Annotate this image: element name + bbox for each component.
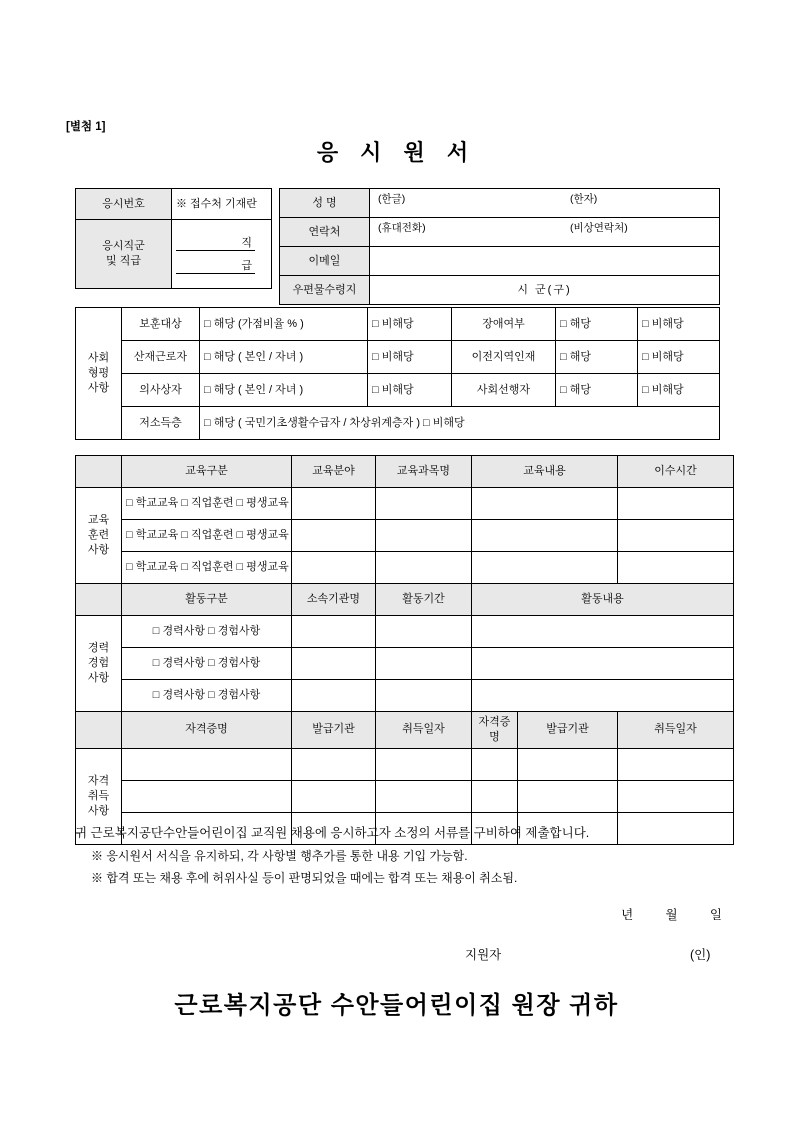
header-certificate-date-1: 취득일자 [376,712,472,749]
table-row [76,488,734,520]
checkbox-social-contributor-no[interactable]: □ 비해당 [638,374,720,407]
header-career-organization: 소속기관명 [292,584,376,616]
field-certificate-name-2-1[interactable] [472,748,518,780]
label-social-equity [76,308,122,440]
field-grade-line[interactable]: 급 [176,257,255,274]
checkbox-education-division-1[interactable]: □ 학교교육 □ 직업훈련 □ 평생교육 [122,488,292,520]
field-career-content-3[interactable] [472,680,734,712]
label-contact: 연락처 [280,218,370,247]
table-row [280,276,720,305]
footer-statement: 귀 근로복지공단수안들어린이집 교직원 채용에 응시하고자 소정의 서류를 구비하여 제출합니다. [75,826,590,840]
header-certificate-name-2: 자격증명 [472,712,518,749]
table-row [76,374,720,407]
field-certificate-issuer-2-1[interactable] [518,748,618,780]
table-row [76,712,734,749]
header-career-content: 활동내용 [472,584,734,616]
checkbox-career-division-1[interactable]: □ 경력사항 □ 경험사항 [122,616,292,648]
hint-mobile-phone: (휴대전화) [378,222,426,234]
header-education-division: 교육구분 [122,456,292,488]
checkbox-local-talent-no[interactable]: □ 비해당 [638,341,720,374]
checkbox-disability-yes[interactable]: □ 해당 [556,308,638,341]
header-certificate-issuer-2: 발급기관 [518,712,618,749]
footer-note-2: ※ 합격 또는 채용 후에 허위사실 등이 판명되었을 때에는 합격 또는 채용이 취소됨. [91,871,518,886]
table-row [76,308,720,341]
field-education-hours-2[interactable] [618,520,734,552]
seal-label[interactable]: (인) [690,948,711,962]
field-name[interactable] [370,189,720,218]
label-job-group-line2: 및 직급 [106,255,141,267]
field-career-content-1[interactable] [472,616,734,648]
label-career-l1: 경력 [87,642,110,655]
hint-emergency-contact: (비상연락처) [570,222,628,234]
field-career-organization-3[interactable] [292,680,376,712]
hint-name-hanja: (한자) [570,193,598,205]
label-person-of-merit: 의사상자 [122,374,200,407]
field-education-subject-1[interactable] [376,488,472,520]
field-education-content-1[interactable] [472,488,618,520]
header-education-content: 교육내용 [472,456,618,488]
label-low-income: 저소득층 [122,407,200,440]
label-edu-l2: 훈련 [87,529,110,542]
certificate-corner-cell [76,712,122,749]
education-corner-cell [76,456,122,488]
table-row [76,748,734,780]
date-year-label[interactable]: 년 [621,908,635,922]
field-career-period-2[interactable] [376,648,472,680]
checkbox-industrial-accident-yes[interactable]: □ 해당 ( 본인 / 자녀 ) [200,341,368,374]
table-row [76,584,734,616]
table-row [76,648,734,680]
label-edu-l3: 사항 [87,543,110,556]
field-education-field-2[interactable] [292,520,376,552]
header-career-division: 활동구분 [122,584,292,616]
checkbox-social-contributor-yes[interactable]: □ 해당 [556,374,638,407]
table-row [76,407,720,440]
field-education-hours-1[interactable] [618,488,734,520]
note-reception-desk: ※ 접수처 기재란 [172,189,272,220]
label-social-contributor: 사회선행자 [452,374,556,407]
label-industrial-accident-worker: 산재근로자 [122,341,200,374]
header-education-hours: 이수시간 [618,456,734,488]
page-title: 응 시 원 서 [316,140,477,165]
field-career-period-3[interactable] [376,680,472,712]
checkbox-local-talent-yes[interactable]: □ 해당 [556,341,638,374]
social-equity-table [75,307,720,440]
label-cert-l1: 자격 [87,774,110,787]
label-job-group-line1: 응시직군 [102,240,145,253]
field-mail-address[interactable]: 시 군(구) [370,276,720,305]
label-email: 이메일 [280,247,370,276]
label-disability: 장애여부 [452,308,556,341]
addressee-line: 근로복지공단 수안들어린이집 원장 귀하 [174,992,619,1019]
hint-name-korean: (한글) [378,193,406,205]
date-line [621,905,723,923]
table-row [76,189,272,220]
table-row [76,341,720,374]
header-certificate-issuer-1: 발급기관 [292,712,376,749]
field-certificate-date-1-1[interactable] [376,748,472,780]
table-row [280,189,720,218]
label-veteran: 보훈대상 [122,308,200,341]
label-name: 성 명 [280,189,370,218]
field-certificate-name-1-2[interactable] [122,780,292,812]
label-social-l2: 형평 [87,367,110,380]
field-certificate-date-2-1[interactable] [618,748,734,780]
table-row [280,247,720,276]
header-education-subject: 교육과목명 [376,456,472,488]
table-row [76,220,272,289]
header-certificate-name-1: 자격증명 [122,712,292,749]
career-corner-cell [76,584,122,616]
label-cert-l2: 취득 [87,789,110,802]
label-relocated-local-talent: 이전지역인재 [452,341,556,374]
date-month-label[interactable]: 월 [665,908,679,922]
table-row [280,218,720,247]
field-certificate-date-1-2[interactable] [376,780,472,812]
label-career-l2: 경험 [87,657,110,670]
checkbox-veteran-yes[interactable]: □ 해당 (가점비율 % ) [200,308,368,341]
field-certificate-name-1-1[interactable] [122,748,292,780]
field-career-period-1[interactable] [376,616,472,648]
field-education-hours-3[interactable] [618,552,734,584]
checkbox-person-of-merit-yes[interactable]: □ 해당 ( 본인 / 자녀 ) [200,374,368,407]
checkbox-industrial-accident-no[interactable]: □ 비해당 [368,341,452,374]
field-contact[interactable] [370,218,720,247]
field-certificate-issuer-1-1[interactable] [292,748,376,780]
field-education-subject-2[interactable] [376,520,472,552]
signer-label: 지원자 [465,948,502,962]
field-career-content-2[interactable] [472,648,734,680]
footer-text [75,822,725,890]
applicant-number-table [75,188,272,289]
checkbox-veteran-no[interactable]: □ 비해당 [368,308,452,341]
checkbox-low-income-options[interactable]: □ 해당 ( 국민기초생활수급자 / 차상위계층자 ) □ 비해당 [200,407,720,440]
table-row [76,456,734,488]
label-career-experience [76,616,122,712]
field-job-group-grade[interactable] [172,220,272,289]
checkbox-education-division-3[interactable]: □ 학교교육 □ 직업훈련 □ 평생교육 [122,552,292,584]
field-certificate-issuer-1-2[interactable] [292,780,376,812]
field-job-line[interactable]: 직 [176,234,255,251]
field-certificate-issuer-2-2[interactable] [518,780,618,812]
label-mail-address: 우편물수령지 [280,276,370,305]
field-certificate-name-2-2[interactable] [472,780,518,812]
personal-info-table [279,188,720,305]
checkbox-education-division-2[interactable]: □ 학교교육 □ 직업훈련 □ 평생교육 [122,520,292,552]
table-row [76,616,734,648]
header-career-period: 활동기간 [376,584,472,616]
footer-note-1: ※ 응시원서 서식을 유지하되, 각 사항별 행추가를 통한 내용 기입 가능함. [91,849,468,864]
label-edu-l1: 교육 [87,514,110,527]
checkbox-disability-no[interactable]: □ 비해당 [638,308,720,341]
checkbox-career-division-3[interactable]: □ 경력사항 □ 경험사항 [122,680,292,712]
table-row [76,520,734,552]
field-career-organization-2[interactable] [292,648,376,680]
table-row [76,680,734,712]
field-education-content-2[interactable] [472,520,618,552]
header-education-field: 교육분야 [292,456,376,488]
label-cert-l3: 사항 [87,804,110,817]
label-applicant-no: 응시번호 [76,189,172,220]
table-row [76,552,734,584]
field-education-field-1[interactable] [292,488,376,520]
label-social-l1: 사회 [87,352,110,365]
label-career-l3: 사항 [87,671,110,684]
label-social-l3: 사항 [87,381,110,394]
field-career-organization-1[interactable] [292,616,376,648]
header-certificate-date-2: 취득일자 [618,712,734,749]
table-row [76,780,734,812]
field-education-subject-3[interactable] [376,552,472,584]
label-education-training [76,488,122,584]
date-day-label[interactable]: 일 [709,908,723,922]
checkbox-career-division-2[interactable]: □ 경력사항 □ 경험사항 [122,648,292,680]
education-career-certificate-table [75,455,734,845]
field-email[interactable] [370,247,720,276]
checkbox-person-of-merit-no[interactable]: □ 비해당 [368,374,452,407]
label-job-group-grade [76,220,172,289]
field-education-content-3[interactable] [472,552,618,584]
field-certificate-date-2-2[interactable] [618,780,734,812]
field-education-field-3[interactable] [292,552,376,584]
attachment-tag: [별첨 1] [66,121,106,133]
